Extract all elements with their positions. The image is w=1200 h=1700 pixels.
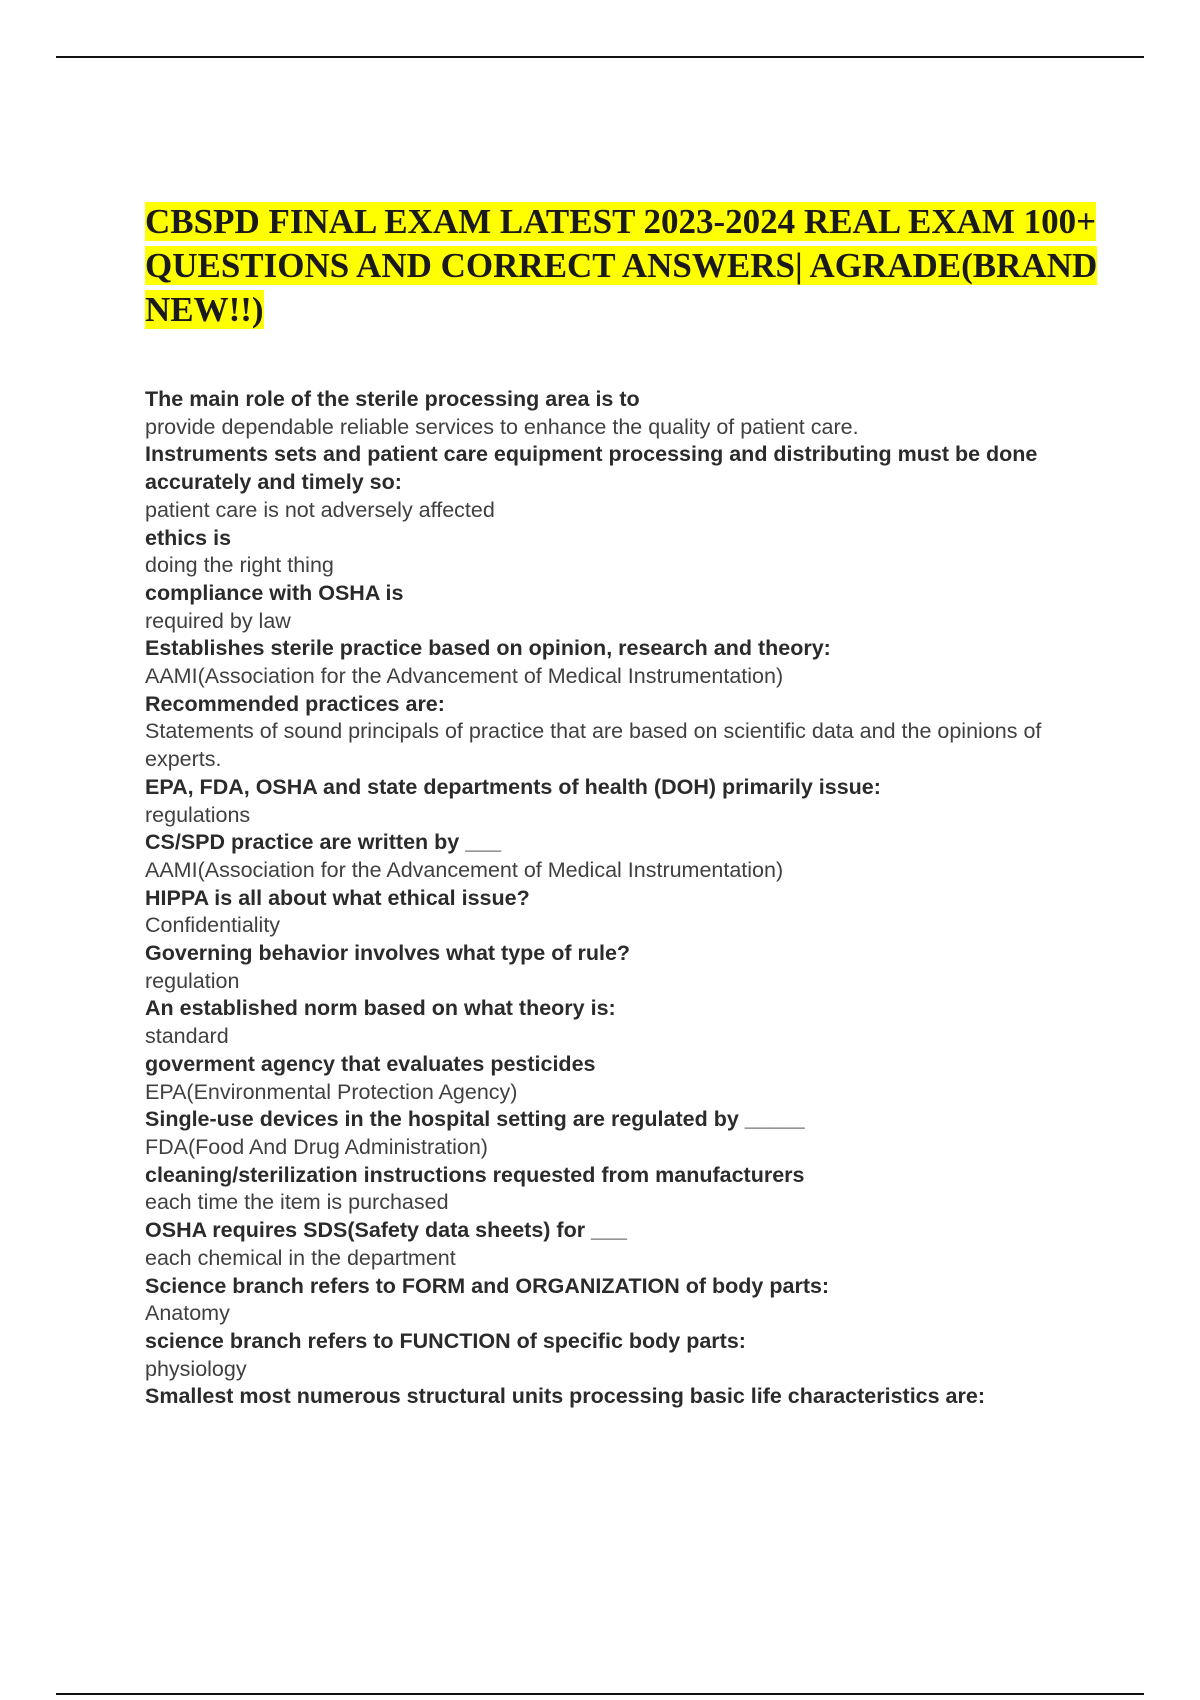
question-text: compliance with OSHA is: [145, 580, 404, 605]
qa-item: [145, 1106, 1095, 1161]
answer-text: EPA(Environmental Protection Agency): [145, 1079, 518, 1104]
question-text: Establishes sterile practice based on opinion, research and theory:: [145, 636, 831, 661]
question-text: Smallest most numerous structural units processing basic life characteristics are:: [145, 1384, 985, 1409]
question-text: Recommended practices are:: [145, 691, 445, 716]
answer-text: doing the right thing: [145, 553, 334, 578]
answer-text: physiology: [145, 1356, 247, 1381]
qa-item: [145, 441, 1095, 524]
qa-item: [145, 940, 1095, 995]
document-title: [145, 200, 1105, 332]
qa-item: [145, 1051, 1095, 1106]
question-text: HIPPA is all about what ethical issue?: [145, 885, 530, 910]
qa-item: [145, 885, 1095, 940]
question-text: Instruments sets and patient care equipment processing and distributing must be done accurately and timely so:: [145, 442, 1038, 495]
answer-text: standard: [145, 1024, 229, 1049]
qa-item: [145, 580, 1095, 635]
title-highlight: CBSPD FINAL EXAM LATEST 2023-2024 REAL EXAM 100+ QUESTIONS AND CORRECT ANSWERS| AGRADE(BRAND NEW!!): [145, 202, 1098, 329]
question-text: science branch refers to FUNCTION of specific body parts:: [145, 1328, 746, 1353]
question-text: goverment agency that evaluates pesticides: [145, 1051, 596, 1076]
qa-item: [145, 774, 1095, 829]
answer-text: patient care is not adversely affected: [145, 497, 495, 522]
answer-text: regulation: [145, 968, 240, 993]
question-text: An established norm based on what theory is:: [145, 996, 616, 1021]
qa-item: [145, 1273, 1095, 1328]
answer-text: AAMI(Association for the Advancement of Medical Instrumentation): [145, 857, 784, 882]
question-text: Science branch refers to FORM and ORGANIZATION of body parts:: [145, 1273, 830, 1298]
qa-item: [145, 1328, 1095, 1383]
question-text: Governing behavior involves what type of rule?: [145, 941, 631, 966]
qa-item: [145, 1383, 1095, 1411]
answer-text: Confidentiality: [145, 913, 281, 938]
answer-text: each time the item is purchased: [145, 1190, 449, 1215]
qa-list: [145, 386, 1095, 1411]
top-rule: [56, 56, 1144, 58]
qa-item: [145, 386, 1095, 441]
qa-item: [145, 691, 1095, 774]
qa-item: [145, 635, 1095, 690]
qa-item: [145, 995, 1095, 1050]
answer-text: provide dependable reliable services to enhance the quality of patient care.: [145, 414, 859, 439]
question-text: OSHA requires SDS(Safety data sheets) for ___: [145, 1218, 627, 1243]
bottom-rule: [56, 1693, 1144, 1695]
question-text: The main role of the sterile processing area is to: [145, 387, 640, 411]
question-text: cleaning/sterilization instructions requested from manufacturers: [145, 1162, 805, 1187]
answer-text: required by law: [145, 608, 291, 633]
question-text: ethics is: [145, 525, 232, 550]
qa-item: [145, 829, 1095, 884]
answer-text: each chemical in the department: [145, 1245, 456, 1270]
question-text: CS/SPD practice are written by ___: [145, 830, 502, 855]
answer-text: AAMI(Association for the Advancement of Medical Instrumentation): [145, 664, 784, 689]
question-text: EPA, FDA, OSHA and state departments of health (DOH) primarily issue:: [145, 774, 881, 799]
qa-item: [145, 1217, 1095, 1272]
answer-text: Anatomy: [145, 1301, 230, 1326]
qa-item: [145, 1162, 1095, 1217]
answer-text: regulations: [145, 802, 251, 827]
answer-text: Statements of sound principals of practice that are based on scientific data and the opinions of experts.: [145, 719, 1042, 772]
question-text: Single-use devices in the hospital setting are regulated by _____: [145, 1107, 805, 1132]
qa-item: [145, 525, 1095, 580]
answer-text: FDA(Food And Drug Administration): [145, 1134, 488, 1159]
